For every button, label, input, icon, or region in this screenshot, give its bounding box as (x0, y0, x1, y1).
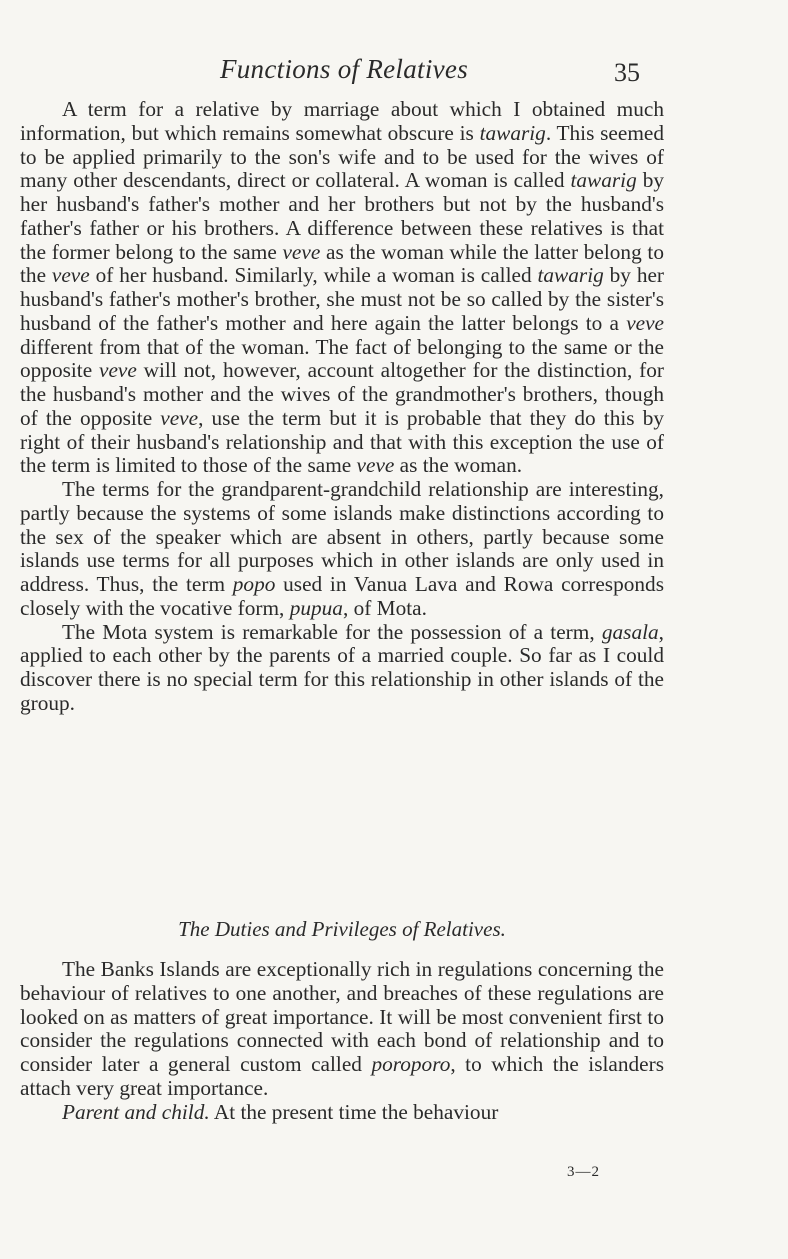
running-title: Functions of Relatives (219, 54, 469, 84)
page-header (0, 52, 788, 92)
body-text (20, 98, 664, 716)
paragraph-parent-child (20, 1101, 664, 1125)
section-heading: The Duties and Privileges of Relatives. (178, 917, 506, 941)
paragraph-gasala: The Mota system is remarkable for the possession of a term, gasala, applied to each other by the parents of a married couple. So far as I could discover there is no special term for this relationship in other islands of the group. (20, 619, 664, 715)
runin-heading: Parent and child. (62, 1099, 210, 1124)
page-number: 35 (614, 58, 640, 87)
paragraph-banks-islands: The Banks Islands are exceptionally rich in regulations concerning the behaviour of relatives to one another, and breaches of these regulations are looked on as matters of great importance. It will be most convenient first to consider the regulations connected with each bond of relationship and to consider later a general custom called poroporo, to which the islanders attach very great importance. (20, 957, 664, 1100)
body-text-section (20, 958, 664, 1124)
paragraph-grandparent: The terms for the grandparent-grandchild relationship are interesting, partly because the systems of some islands make distinctions according to the sex of the speaker which are absent in others, partly because some islands use terms for all purposes which in other islands are only used in address. Thus, the term popo used in Vanua Lava and Rowa corresponds closely with the vocative form, pupua, of Mota. (20, 477, 664, 620)
signature-mark: 3—2 (567, 1164, 600, 1180)
runin-text: At the present time the behaviour (213, 1099, 499, 1124)
paragraph-tawarig: A term for a relative by marriage about which I obtained much information, but which remains somewhat obscure is tawarig. This seemed to be applied primarily to the son's wife and to be used for the wives of many other descendants, direct or collateral. A woman is called tawarig by her husband's father's mother and her brothers but not by the husband's father's father or his brothers. A difference between these relatives is that the former belong to the same veve as the woman while the latter belong to the veve of her husband. Similarly, while a woman is called tawarig by her husband's father's mother's brother, she must not be so called by the sister's husband of the father's mother and here again the latter belongs to a veve different from that of the woman. The fact of belonging to the same or the opposite veve will not, however, account altogether for the distinction, for the husband's mother and the wives of the grandmother's brothers, though of the opposite veve, use the term but it is probable that they do this by right of their husband's relationship and that with this exception the use of the term is limited to those of the same veve as the woman. (20, 97, 665, 478)
